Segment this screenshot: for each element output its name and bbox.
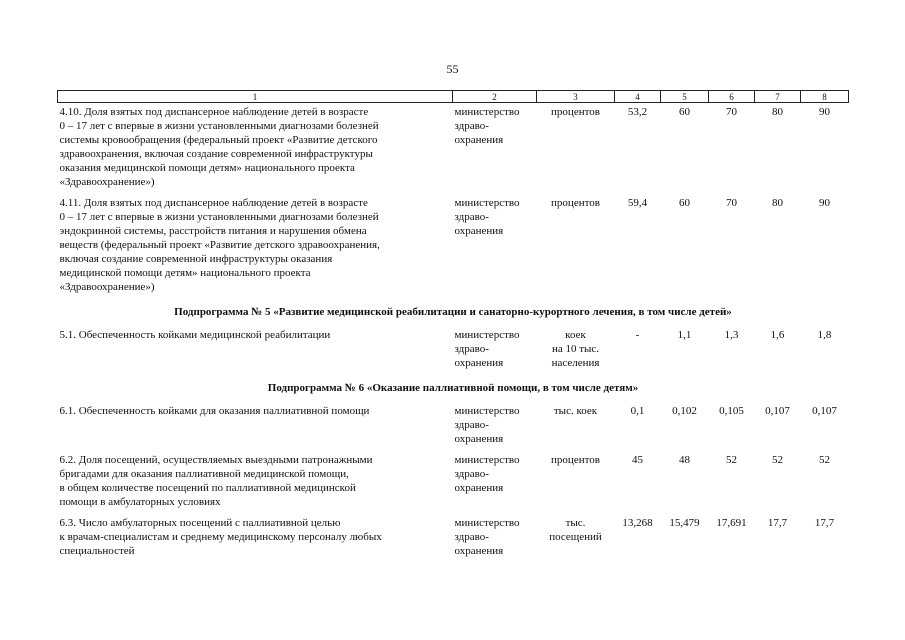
value-cell: 60 <box>679 106 690 118</box>
value-cell: 48 <box>679 454 690 466</box>
subprogram-title: Подпрограмма № 6 «Оказание паллиативной помощи, в том числе детям» <box>267 382 639 394</box>
subprogram-heading-row <box>58 301 849 328</box>
column-header: 6 <box>709 91 755 103</box>
executor-cell: министерство здраво- охранения <box>454 329 520 369</box>
value-cell: 1,8 <box>817 329 832 341</box>
executor-cell: министерство здраво- охранения <box>454 454 520 494</box>
executor-cell: министерство здраво- охранения <box>454 197 520 237</box>
value-cell: 15,479 <box>669 517 700 529</box>
page-number: 55 <box>446 62 459 76</box>
value-cell: 70 <box>726 197 737 209</box>
column-header: 1 <box>58 91 453 103</box>
value-cell: 90 <box>819 106 830 118</box>
value-cell: 1,3 <box>724 329 739 341</box>
executor-cell: министерство здраво- охранения <box>454 517 520 557</box>
value-cell: 80 <box>772 106 783 118</box>
unit-cell: процентов <box>551 197 600 209</box>
value-cell: 0,105 <box>719 405 744 417</box>
indicator-description: 5.1. Обеспеченность койками медицинской реабилитации <box>59 329 331 341</box>
column-header: 4 <box>615 91 661 103</box>
column-header: 7 <box>755 91 801 103</box>
table-row <box>58 196 849 301</box>
column-header: 8 <box>801 91 849 103</box>
executor-cell: министерство здраво- охранения <box>454 405 520 445</box>
column-header: 3 <box>537 91 615 103</box>
indicator-description: 4.10. Доля взятых под диспансерное наблюдение детей в возрасте 0 – 17 лет с впервые в жизни установленными диагнозами болезней системы кровообращения (федеральный проект «Развитие детского здравоохранения, включая создание современной инфраструктуры оказания медицинской помощи детям» национального проекта «Здравоохранение») <box>59 106 379 188</box>
value-cell: 1,6 <box>770 329 785 341</box>
value-cell: 0,107 <box>765 405 790 417</box>
table-row <box>58 328 849 377</box>
value-cell: 0,102 <box>672 405 697 417</box>
value-cell: 70 <box>726 106 737 118</box>
column-number-header <box>58 91 849 103</box>
value-cell: 80 <box>772 197 783 209</box>
unit-cell: тыс. коек <box>553 405 598 417</box>
column-header: 2 <box>453 91 537 103</box>
value-cell: - <box>635 329 640 341</box>
value-cell: 60 <box>679 197 690 209</box>
indicators-table <box>57 90 849 565</box>
table-row <box>58 103 849 197</box>
value-cell: 45 <box>632 454 643 466</box>
executor-cell: министерство здраво- охранения <box>454 106 520 146</box>
value-cell: 59,4 <box>627 197 648 209</box>
unit-cell: процентов <box>551 454 600 466</box>
value-cell: 0,107 <box>812 405 837 417</box>
value-cell: 17,691 <box>716 517 747 529</box>
subprogram-title: Подпрограмма № 5 «Развитие медицинской реабилитации и санаторно-курортного лечения, в том числе детей» <box>174 306 732 318</box>
table-row <box>58 516 849 565</box>
unit-cell: процентов <box>551 106 600 118</box>
subprogram-heading-row <box>58 377 849 404</box>
unit-cell: коек на 10 тыс. населения <box>551 329 600 369</box>
value-cell: 52 <box>819 454 830 466</box>
indicator-description: 6.1. Обеспеченность койками для оказания паллиативной помощи <box>59 405 370 417</box>
table-row <box>58 404 849 453</box>
indicator-description: 4.11. Доля взятых под диспансерное наблюдение детей в возрасте 0 – 17 лет с впервые в жизни установленными диагнозами болезней эндокринной системы, расстройств питания и нарушения обмена веществ (федеральный проект «Развитие детского здравоохранения, включая создание современной инфраструктуры оказания медицинской помощи детям» национального проекта «Здравоохранение») <box>59 197 380 293</box>
value-cell: 17,7 <box>767 517 788 529</box>
indicator-description: 6.2. Доля посещений, осуществляемых выездными патронажными бригадами для оказания паллиативной медицинской помощи, в общем количестве посещений по паллиативной медицинской помощи в амбулаторных условиях <box>59 454 373 508</box>
value-cell: 1,1 <box>677 329 692 341</box>
table-row <box>58 453 849 516</box>
value-cell: 17,7 <box>814 517 835 529</box>
value-cell: 0,1 <box>630 405 645 417</box>
column-header: 5 <box>661 91 709 103</box>
value-cell: 53,2 <box>627 106 648 118</box>
value-cell: 52 <box>772 454 783 466</box>
unit-cell: тыс. посещений <box>549 517 602 543</box>
value-cell: 13,268 <box>622 517 653 529</box>
value-cell: 90 <box>819 197 830 209</box>
indicator-description: 6.3. Число амбулаторных посещений с паллиативной целью к врачам-специалистам и среднему медицинскому персоналу любых специальностей <box>59 517 382 557</box>
value-cell: 52 <box>726 454 737 466</box>
